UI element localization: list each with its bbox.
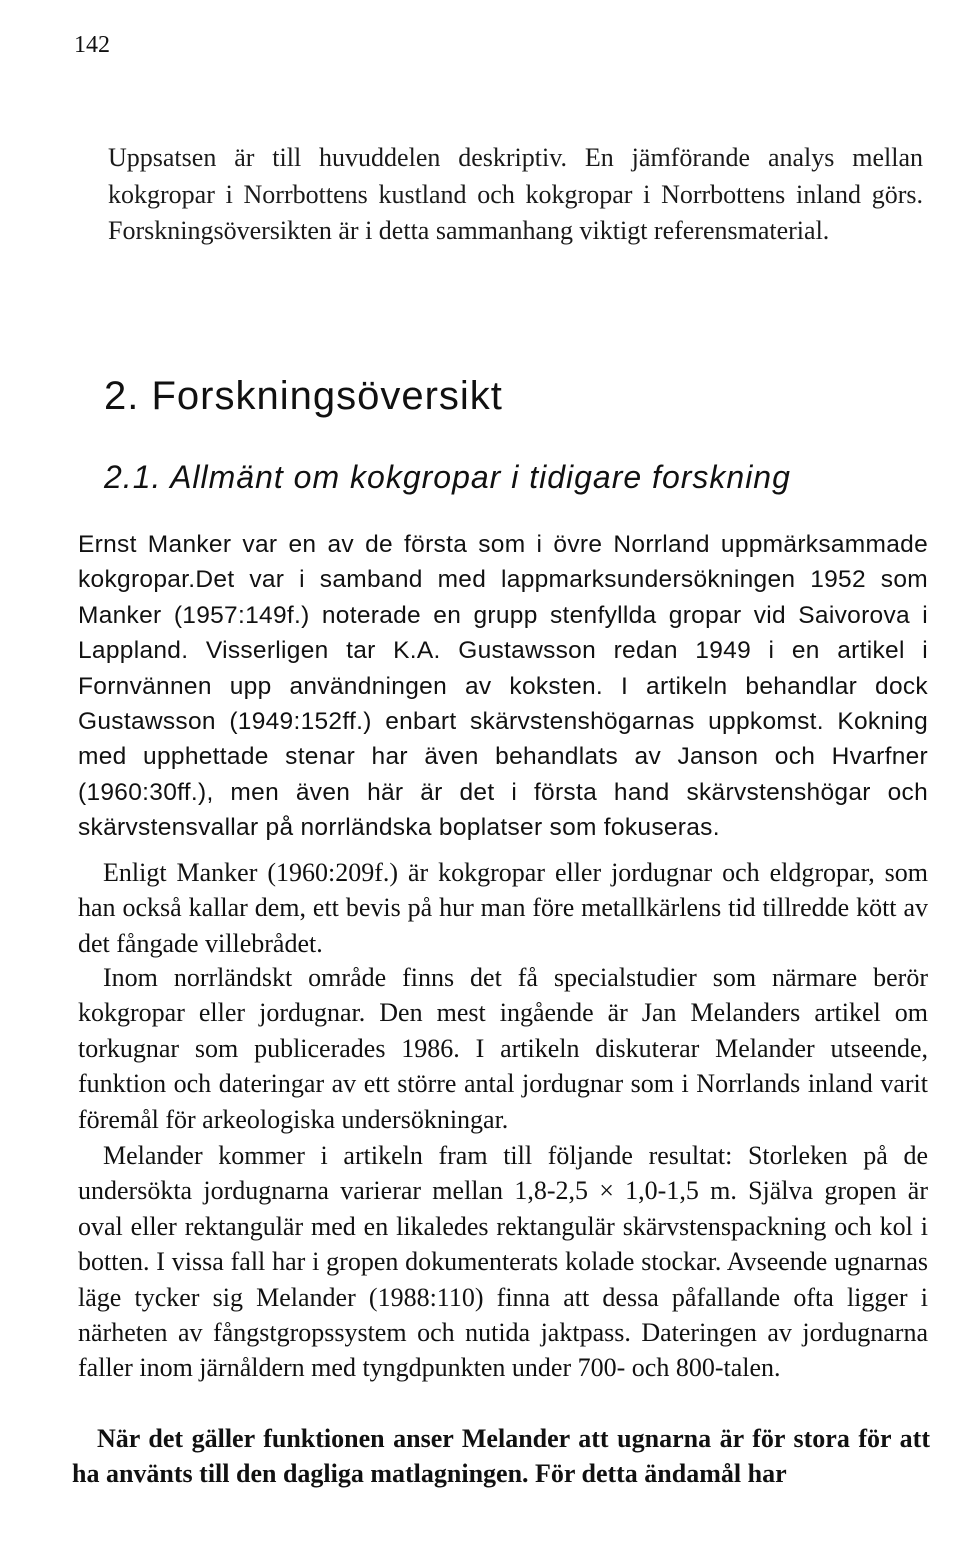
body-paragraph-inom-norrlandskt: Inom norrländskt område finns det få specialstudier som närmare berör kokgropar eller jordugnar. Den mest ingående är Jan Melanders artikel om torkugnar som publicerades 1986. I artikeln diskuterar Melander utseende, funktion och dateringar av ett större antal jordugnar som i Norrlands inland varit föremål för arkeologiska undersökningar.	[78, 963, 928, 1134]
section-heading: 2. Forskningsöversikt	[104, 374, 503, 418]
subsection-heading: 2.1. Allmänt om kokgropar i tidigare forskning	[104, 459, 791, 495]
body-paragraph-enligt-manker: Enligt Manker (1960:209f.) är kokgropar eller jordugnar och eldgropar, som han också kallar dem, ett bevis på hur man före metallkärlens tid tillredde kött av det fångade villebrådet.	[78, 858, 928, 958]
page-number: 142	[74, 32, 110, 58]
body-paragraph-melander-resultat: Melander kommer i artikeln fram till följande resultat: Storleken på de undersökta jordugnarna varierar mellan 1,8-2,5 × 1,0-1,5 m. Själva gropen är oval eller rektangulär med en likaledes rektangulär skärvstenspackning och kol i botten. I vissa fall har i gropen dokumenterats kolade stockar. Avseende ugnarnas läge tycker sig Melander (1988:110) finna att dessa påfallande ofta ligger i närheten av fångstgropssystem och nutida jaktpass. Dateringen av jordugnarna faller inom järnåldern med tyngdpunkten under 700- och 800-talen.	[78, 1141, 928, 1383]
intro-paragraph: Uppsatsen är till huvuddelen deskriptiv. En jämförande analys mellan kokgropar i Norrbottens kustland och kokgropar i Norrbottens inland görs. Forskningsöversikten är i detta sammanhang viktigt referensmaterial.	[108, 143, 923, 245]
body-paragraph-manker: Ernst Manker var en av de första som i övre Norrland uppmärksammade kokgropar.Det var i samband med lappmarksundersökningen 1952 som Manker (1957:149f.) noterade en grupp stenfyllda gropar vid Saivorova i Lappland. Visserligen tar K.A. Gustawsson redan 1949 i en artikel i Fornvännen upp användningen av koksten. I artikeln behandlar dock Gustawsson (1949:152ff.) enbart skärvstenshögarnas uppkomst. Kokning med upphettade stenar har även behandlats av Janson och Hvarfner (1960:30ff.), men även här är det i första hand skärvstenshögar och skärvstensvallar på norrländska boplatser som fokuseras.	[78, 531, 928, 842]
body-paragraph-funktionen: När det gäller funktionen anser Melander att ugnarna är för stora för att ha använts till den dagliga matlagningen. För detta ändamål har	[72, 1424, 930, 1489]
